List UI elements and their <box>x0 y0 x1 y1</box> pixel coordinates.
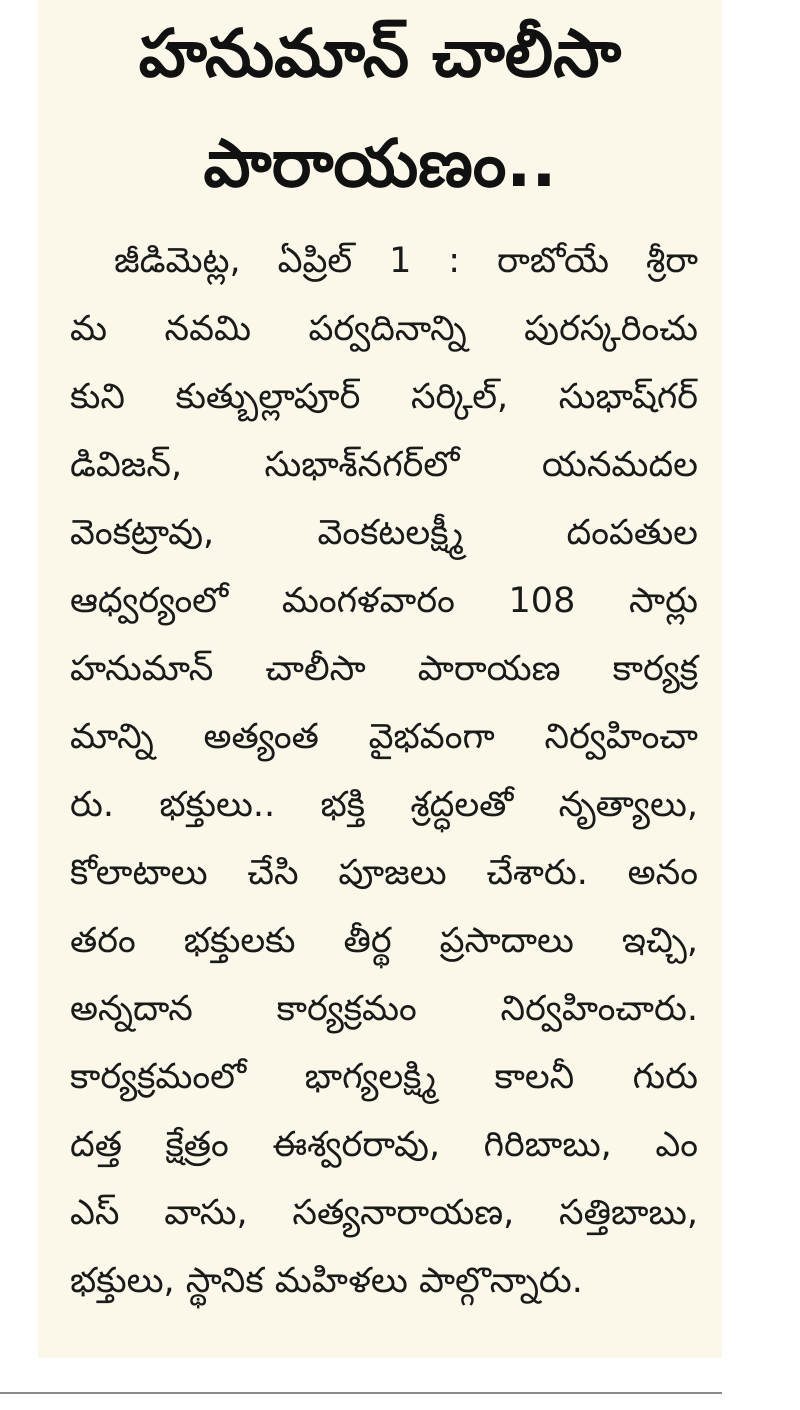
article-body <box>70 227 698 1315</box>
body-line: కార్యక్రమంలో భాగ్యలక్ష్మి కాలనీ గురు <box>70 1057 698 1097</box>
body-line: ఆధ్వర్యంలో మంగళవారం 108 సార్లు <box>70 581 698 621</box>
body-line: అన్నదాన కార్యక్రమం నిర్వహించారు. <box>70 989 698 1029</box>
bottom-divider <box>0 1392 722 1394</box>
body-line: మాన్ని అత్యంత వైభవంగా నిర్వహించా <box>70 717 698 757</box>
headline-line-1: హనుమాన్ చాలీసా <box>138 15 622 92</box>
body-line: జీడిమెట్ల, ఏప్రిల్ 1 : రాబోయే శ్రీరా <box>114 241 698 281</box>
body-line: ఎస్ వాసు, సత్యనారాయణ, సత్తిబాబు, <box>70 1193 698 1233</box>
body-line: రు. భక్తులు.. భక్తి శ్రద్ధలతో నృత్యాలు, <box>70 785 698 825</box>
newspaper-clipping <box>38 0 722 1358</box>
body-line: భక్తులు, స్థానిక మహిళలు పాల్గొన్నారు. <box>70 1261 583 1301</box>
body-line: వెంకట్రావు, వెంకటలక్ష్మీ దంపతుల <box>70 513 698 553</box>
body-line: కోలాటాలు చేసి పూజలు చేశారు. అనం <box>70 853 698 893</box>
body-line: దత్త క్షేత్రం ఈశ్వరరావు, గిరిబాబు, ఎం <box>70 1125 698 1165</box>
body-line: హనుమాన్ చాలీసా పారాయణ కార్యక్ర <box>70 649 698 689</box>
body-line: తరం భక్తులకు తీర్థ ప్రసాదాలు ఇచ్చి, <box>70 921 698 961</box>
body-line: మ నవమి పర్వదినాన్ని పురస్కరించు <box>70 309 698 349</box>
body-line: డివిజన్, సుభాశ్‌నగర్‌లో యనమదల <box>70 445 698 485</box>
headline-line-2: పారాయణం.. <box>203 125 557 202</box>
body-line: కుని కుత్బుల్లాపూర్ సర్కిల్, సుభాష్‌గర్ <box>70 377 698 417</box>
